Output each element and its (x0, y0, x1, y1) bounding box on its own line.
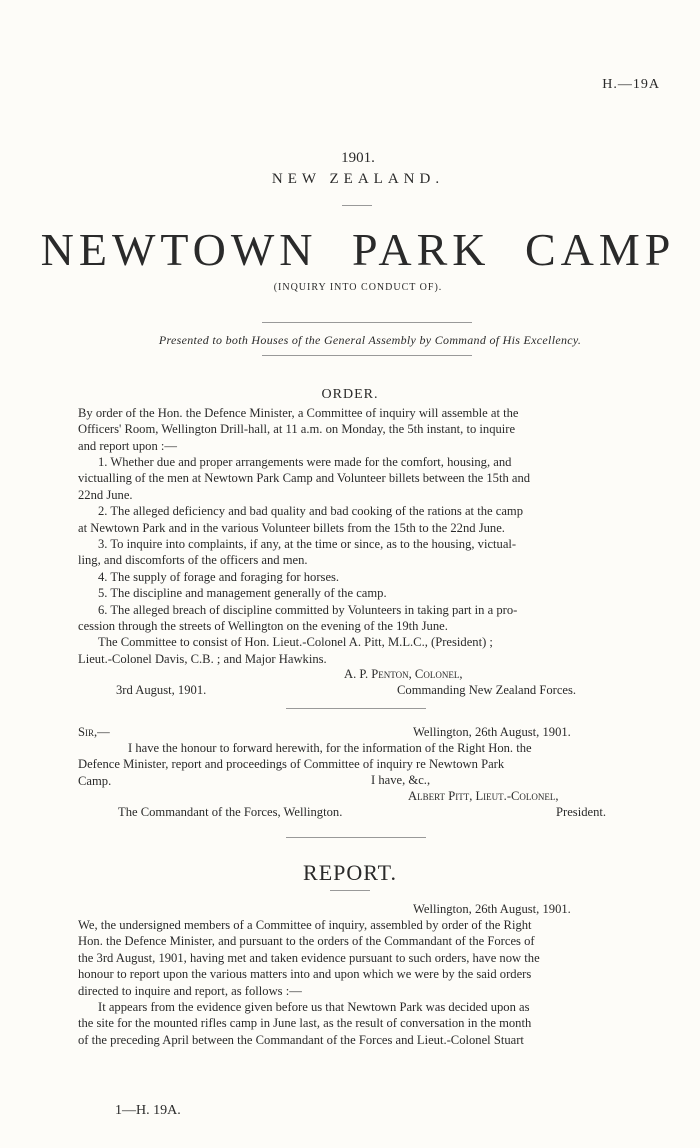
text-line: I have the honour to forward herewith, for the information of the Right Hon. the (128, 741, 532, 755)
presented-line: Presented to both Houses of the General Assembly by Command of His Excellency. (158, 333, 582, 347)
order-item: cession through the streets of Wellington on the evening of the 19th June. (78, 619, 448, 634)
order-items (78, 454, 678, 667)
divider (262, 322, 472, 323)
order-heading: ORDER. (321, 387, 379, 402)
order-item: 4. The supply of forage and foraging for horses. (98, 569, 340, 584)
order-signature: A. P. Penton, Colonel, (344, 667, 463, 681)
order-item: 3. To inquire into complaints, if any, at the time or since, as to the housing, victual- (98, 537, 517, 552)
letter-signature-title: President. (556, 805, 607, 819)
order-item: 2. The alleged deficiency and bad quality and bad cooking of the rations at the camp (98, 504, 524, 519)
letter-closing: I have, &c., (371, 773, 431, 787)
text-line: Defence Minister, report and proceedings of Committee of inquiry re Newtown Park (78, 757, 505, 772)
order-date: 3rd August, 1901. (116, 683, 207, 697)
text-line: We, the undersigned members of a Committee of inquiry, assembled by order of the Right (78, 918, 532, 932)
letter-signature: Albert Pitt, Lieut.-Colonel, (408, 789, 559, 803)
report-heading: REPORT. (303, 860, 397, 885)
report-paragraph-2 (78, 999, 683, 1048)
text-line: the 3rd August, 1901, having met and taken evidence pursuant to such orders, have now the (78, 950, 540, 965)
order-item: Lieut.-Colonel Davis, C.B. ; and Major Hawkins. (78, 651, 327, 666)
divider (286, 837, 426, 838)
order-item: ling, and discomforts of the officers and men. (78, 553, 308, 568)
divider (262, 355, 472, 356)
text-line: Officers' Room, Wellington Drill-hall, at 11 a.m. on Monday, the 5th instant, to inquire (78, 422, 516, 437)
divider (342, 205, 372, 206)
letter-place-date: Wellington, 26th August, 1901. (413, 725, 571, 739)
report-place-date: Wellington, 26th August, 1901. (413, 902, 571, 916)
document-reference: H.—19A (602, 77, 660, 92)
order-item: victualling of the men at Newtown Park Camp and Volunteer billets between the 15th and (78, 471, 531, 486)
text-line: Camp. (78, 773, 112, 788)
text-line: and report upon :— (78, 438, 177, 453)
divider (286, 708, 426, 709)
text-line: honour to report upon the various matters into and upon which we were by the said orders (78, 967, 532, 982)
text-line: Hon. the Defence Minister, and pursuant to the orders of the Commandant of the Forces of (78, 934, 535, 949)
letter-addressee: The Commandant of the Forces, Wellington. (118, 805, 343, 819)
text-line: directed to inquire and report, as follows :— (78, 983, 302, 998)
order-item: at Newtown Park and in the various Volunteer billets from the 15th to the 22nd June. (78, 520, 505, 535)
year: 1901. (341, 150, 375, 166)
order-item: 6. The alleged breach of discipline committed by Volunteers in taking part in a pro- (98, 602, 518, 617)
main-title: NEWTOWN PARK CAMP (40, 224, 676, 275)
order-intro (78, 405, 678, 454)
text-line: of the preceding April between the Commandant of the Forces and Lieut.-Colonel Stuart (78, 1032, 524, 1047)
divider (330, 890, 370, 891)
text-line: It appears from the evidence given before us that Newtown Park was decided upon as (98, 1000, 530, 1014)
country: NEW ZEALAND. (271, 171, 445, 187)
letter-salutation: Sir,— (78, 725, 110, 739)
order-item: 22nd June. (78, 487, 133, 502)
text-line: the site for the mounted rifles camp in June last, as the result of conversation in the month (78, 1016, 532, 1031)
subtitle: (INQUIRY INTO CONDUCT OF). (273, 282, 443, 293)
order-item: 1. Whether due and proper arrangements were made for the comfort, housing, and (98, 455, 512, 469)
order-signature-title: Commanding New Zealand Forces. (397, 683, 577, 697)
text-line: By order of the Hon. the Defence Minister, a Committee of inquiry will assemble at the (78, 406, 519, 420)
order-item: The Committee to consist of Hon. Lieut.-Colonel A. Pitt, M.L.C., (President) ; (98, 635, 493, 650)
order-item: 5. The discipline and management generally of the camp. (98, 586, 387, 601)
page-mark: 1—H. 19A. (115, 1103, 181, 1118)
report-paragraph-1 (78, 917, 683, 999)
